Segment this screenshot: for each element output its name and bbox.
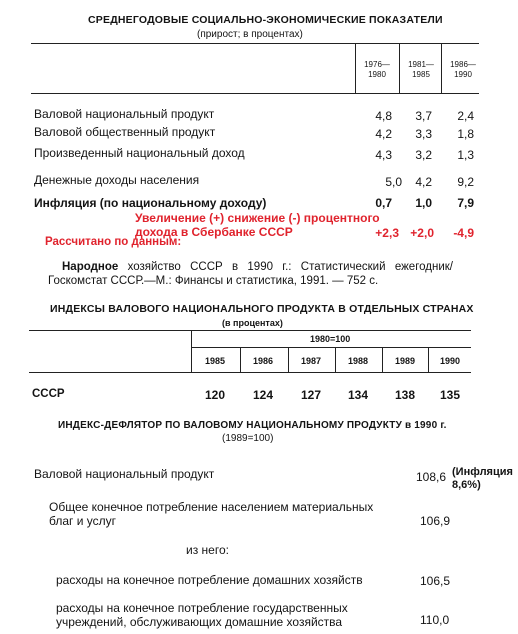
year-divider [335,347,336,372]
column-header: 1981— 1985 [408,60,434,79]
column-header: 1986— 1990 [450,60,476,79]
deposit-label: Увеличение (+) снижение (-) процентного дохода в Сбербанке СССР [135,211,380,239]
row-value: 0,7 [375,196,392,210]
source-citation [48,260,453,288]
consumption-label: Общее конечное потребление населением материальных благ и услуг [49,500,374,528]
row-label: Произведенный национальный доход [34,146,245,160]
gnp-value: 108,6 [416,470,447,484]
source-bold: Народное [62,261,119,273]
year-divider [240,347,241,372]
household-value: 106,5 [420,574,451,588]
index-value: 124 [252,388,274,402]
gov-label: расходы на конечное потребление государственных учреждений, обслуживающих домашние хозяйства [56,601,348,629]
row-value: 5,0 [385,175,402,189]
row-label: Инфляция (по национальному доходу) [34,196,267,210]
gov-value: 110,0 [420,613,450,627]
source-heading: Рассчитано по данным: [45,236,182,248]
row-value: 4,3 [375,148,392,162]
base-label: 1980=100 [310,334,351,344]
row-value: 1,0 [415,196,432,210]
column-header: 1976— 1980 [364,60,390,79]
row-value: 9,2 [457,175,474,189]
table1-top-rule [31,43,479,44]
table2-stub-divider [191,330,192,372]
table1-col-divider [441,43,442,93]
inflation-note: (Инфляция 8,6%) [452,466,513,491]
index-value: 135 [439,388,461,402]
row-value: 1,3 [457,148,474,162]
table1-col-divider [399,43,400,93]
year-header: 1987 [300,356,322,366]
index-value: 120 [204,388,226,402]
year-header: 1986 [252,356,274,366]
section3-subtitle: (1989=100) [222,433,274,444]
year-divider [382,347,383,372]
of-which-label: из него: [186,543,229,557]
table2-top-rule [29,330,471,331]
row-value: 3,3 [415,127,432,141]
row-value: 3,2 [415,148,432,162]
table2-header-rule [29,372,471,373]
country-label: СССР [32,388,65,400]
row-label: Валовой национальный продукт [34,107,215,121]
year-divider [288,347,289,372]
source-text: хозяйство СССР в 1990 г.: Статистический ежегодник/Госкомстат СССР.—М.: Финансы и статистика, 1991. — 752 с. [48,261,453,287]
row-value: 4,8 [375,109,392,123]
row-label: Денежные доходы населения [34,173,200,187]
deposit-value: +2,3 [375,226,399,240]
index-value: 127 [300,388,322,402]
section3-title: ИНДЕКС-ДЕФЛЯТОР ПО ВАЛОВОМУ НАЦИОНАЛЬНОМУ ПРОДУКТУ в 1990 г. [58,420,447,431]
section2-title: ИНДЕКСЫ ВАЛОВОГО НАЦИОНАЛЬНОГО ПРОДУКТА В ОТДЕЛЬНЫХ СТРАНАХ [50,303,474,315]
row-value: 3,7 [415,109,432,123]
year-header: 1989 [394,356,416,366]
section2-subtitle: (в процентах) [222,318,283,328]
row-value: 7,9 [457,196,474,210]
household-label: расходы на конечное потребление домашних хозяйств [56,573,363,587]
row-value: 4,2 [375,127,392,141]
year-header: 1988 [347,356,369,366]
row-value: 1,8 [457,127,474,141]
table1-header-rule [31,93,479,94]
year-header: 1990 [439,356,461,366]
index-value: 138 [394,388,416,402]
section1-subtitle: (прирост; в процентах) [197,29,303,40]
row-value: 4,2 [415,175,432,189]
year-header: 1985 [204,356,226,366]
row-value: 2,4 [457,109,474,123]
table2-mid-rule [191,347,471,348]
deposit-value: +2,0 [410,226,434,240]
gnp-label: Валовой национальный продукт [34,467,215,481]
table1-col-divider [355,43,356,93]
deposit-value: -4,9 [453,226,474,240]
section1-title: СРЕДНЕГОДОВЫЕ СОЦИАЛЬНО-ЭКОНОМИЧЕСКИЕ ПОКАЗАТЕЛИ [88,14,443,26]
row-label: Валовой общественный продукт [34,125,216,139]
year-divider [428,347,429,372]
index-value: 134 [347,388,369,402]
consumption-value: 106,9 [420,514,451,528]
